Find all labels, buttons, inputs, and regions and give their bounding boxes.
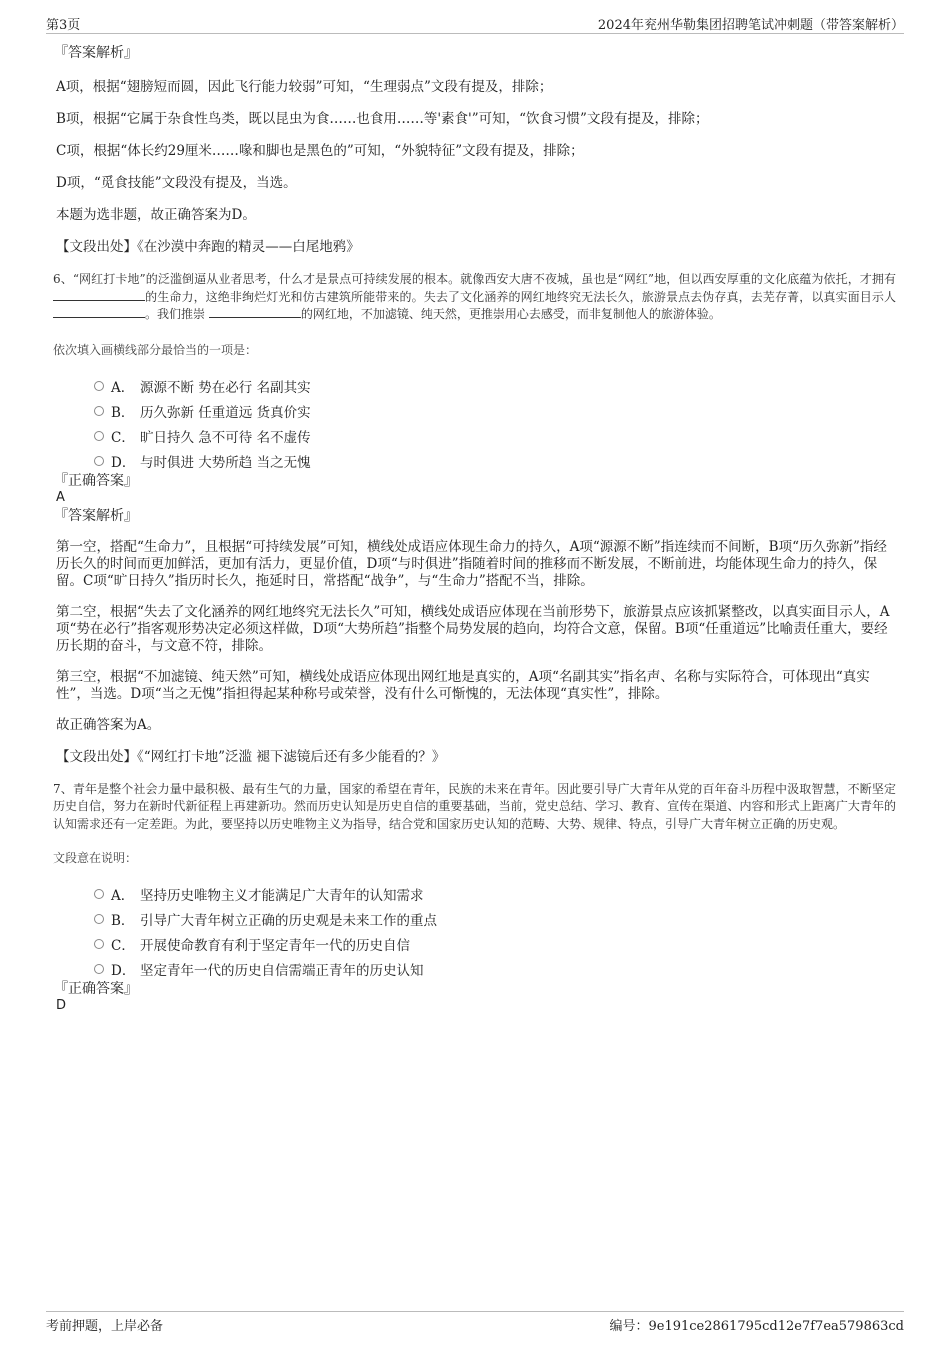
correct-answer-label: 『正确答案』 xyxy=(54,981,138,997)
correct-answer-label: 『正确答案』 xyxy=(54,472,138,489)
option-a[interactable] xyxy=(56,882,896,907)
analysis-paragraph: 第二空，根据“失去了文化涵养的网红地终究无法长久”可知，横线处成语应体现在当前形势下，旅游景点应该抓紧整改，以真实面目示人，A项“势在必行”指客观形势决定必须这样做，D项“大势所趋”指整个局势发展的趋向，均符合文意，保留。B项“任重道远”比喻责任重大，要经历长期的奋斗，与文意不符，排除。 xyxy=(56,603,890,654)
option-text: 开展使命教育有利于坚定青年一代的历史自信 xyxy=(140,938,410,954)
radio-icon[interactable] xyxy=(94,914,104,924)
analysis-paragraph: 第一空，搭配“生命力”，且根据“可持续发展”可知，横线处成语应体现生命力的持久，A项“源源不断”指连续而不间断，B项“历久弥新”指经历长久的时间而更加鲜活，更加有活力，更显价值，D项“与时俱进”指随着时间的推移而不断发展，不断前进，均能体现生命力的持久，保留。C项“旷日持久”指历时长久，拖延时日，常搭配“战争”，与“生命力”搭配不当，排除。 xyxy=(56,538,887,589)
option-text: 旷日持久 急不可待 名不虚传 xyxy=(140,429,311,446)
document-title: 2024年兖州华勒集团招聘笔试冲刺题（带答案解析） xyxy=(597,18,904,33)
analysis-line: 本题为选非题，故正确答案为D。 xyxy=(56,207,256,223)
option-d[interactable] xyxy=(56,957,896,982)
document-id: 编号：9e191ce2861795cd12e7f7ea579863cd xyxy=(609,1319,904,1334)
analysis-label: 『答案解析』 xyxy=(54,45,138,61)
page-header xyxy=(46,13,904,34)
page-number: 第3页 xyxy=(46,18,81,33)
analysis-conclusion: 故正确答案为A。 xyxy=(56,716,161,733)
option-b[interactable] xyxy=(56,907,896,932)
analysis-line: C项，根据“体长约29厘米……喙和脚也是黑色的”可知，“外貌特征”文段有提及，排除； xyxy=(56,143,584,159)
option-a[interactable] xyxy=(56,374,896,399)
question-7-text: 7、青年是整个社会力量中最积极、最有生气的力量，国家的希望在青年，民族的未来在青年。因此要引导广大青年从党的百年奋斗历程中汲取智慧，不断坚定历史自信，努力在新时代新征程上再建新功。然而历史认知是历史自信的重要基础，当前，党史总结、学习、教育、宣传在渠道、内容和形式上距离广大青年的认知需求还有一定差距。为此，要坚持以历史唯物主义为指导，结合党和国家历史认知的范畴、大势、规律、特点，引导广大青年树立正确的历史观。 xyxy=(53,781,896,831)
radio-icon[interactable] xyxy=(94,431,104,441)
option-b[interactable] xyxy=(56,399,896,424)
answer-blank xyxy=(53,290,145,301)
option-letter: D． xyxy=(111,454,136,471)
radio-icon[interactable] xyxy=(94,381,104,391)
option-letter: C． xyxy=(111,938,135,954)
analysis-paragraph: 第三空，根据“不加滤镜、纯天然”可知，横线处成语应体现出网红地是真实的，A项“名副其实”指名声、名称与实际符合，可体现出“真实性”，当选。D项“当之无愧”指担得起某种称号或荣誉，没有什么可惭愧的，无法体现“真实性”，排除。 xyxy=(56,668,870,702)
answer-blank xyxy=(53,307,145,318)
page-content xyxy=(53,44,896,1013)
option-letter: D． xyxy=(111,963,136,979)
option-letter: A． xyxy=(111,888,135,904)
question-6-text: 6、“网红打卡地”的泛滥倒逼从业者思考，什么才是景点可持续发展的根本。就像西安大唐不夜城，虽也是“网红”地，但以西安厚重的文化底蕴为依托，才拥有 的生命力，这绝非绚烂灯光和仿古建筑所能带来的。失去了文化涵养的网红地终究无法长久，旅游景点去伪存真，去芜存菁，以真实面目示人 。我们推崇 的网红地，不加滤镜、纯天然，更推崇用心去感受，而非复制他人的旅游体验。 xyxy=(53,272,896,321)
option-text: 坚持历史唯物主义才能满足广大青年的认知需求 xyxy=(140,888,424,904)
option-text: 引导广大青年树立正确的历史观是未来工作的重点 xyxy=(140,913,437,929)
source-citation: 【文段出处】《“网红打卡地”泛滥 褪下滤镜后还有多少能看的？》 xyxy=(56,748,446,765)
option-c[interactable] xyxy=(56,932,896,957)
page-footer xyxy=(46,1311,904,1334)
option-c[interactable] xyxy=(56,424,896,449)
option-text: 历久弥新 任重道远 货真价实 xyxy=(140,404,311,421)
option-letter: B． xyxy=(111,913,135,929)
footer-slogan: 考前押题，上岸必备 xyxy=(46,1319,164,1334)
option-d[interactable] xyxy=(56,449,896,474)
radio-icon[interactable] xyxy=(94,456,104,466)
analysis-line: B项，根据“它属于杂食性鸟类，既以昆虫为食……也食用……等'素食'”可知，“饮食习惯”文段有提及，排除； xyxy=(56,111,709,127)
analysis-line: D项，“觅食技能”文段没有提及，当选。 xyxy=(56,175,297,191)
option-text: 坚定青年一代的历史自信需端正青年的历史认知 xyxy=(140,963,424,979)
radio-icon[interactable] xyxy=(94,939,104,949)
radio-icon[interactable] xyxy=(94,406,104,416)
option-text: 与时俱进 大势所趋 当之无愧 xyxy=(140,454,311,471)
analysis-line: A项，根据“翅膀短而圆，因此飞行能力较弱”可知，“生理弱点”文段有提及，排除； xyxy=(56,79,553,95)
option-letter: B． xyxy=(111,404,135,421)
analysis-label: 『答案解析』 xyxy=(54,507,138,524)
answer-blank xyxy=(209,307,301,318)
radio-icon[interactable] xyxy=(94,964,104,974)
correct-answer-value: D xyxy=(56,998,67,1013)
question-prompt: 文段意在说明： xyxy=(53,851,138,865)
option-letter: C． xyxy=(111,429,135,446)
question-prompt: 依次填入画横线部分最恰当的一项是： xyxy=(53,342,258,357)
radio-icon[interactable] xyxy=(94,889,104,899)
source-citation: 【文段出处】《在沙漠中奔跑的精灵——白尾地鸦》 xyxy=(56,239,360,255)
option-text: 源源不断 势在必行 名副其实 xyxy=(140,379,311,396)
option-letter: A． xyxy=(111,379,135,396)
correct-answer-value: A xyxy=(56,489,65,505)
